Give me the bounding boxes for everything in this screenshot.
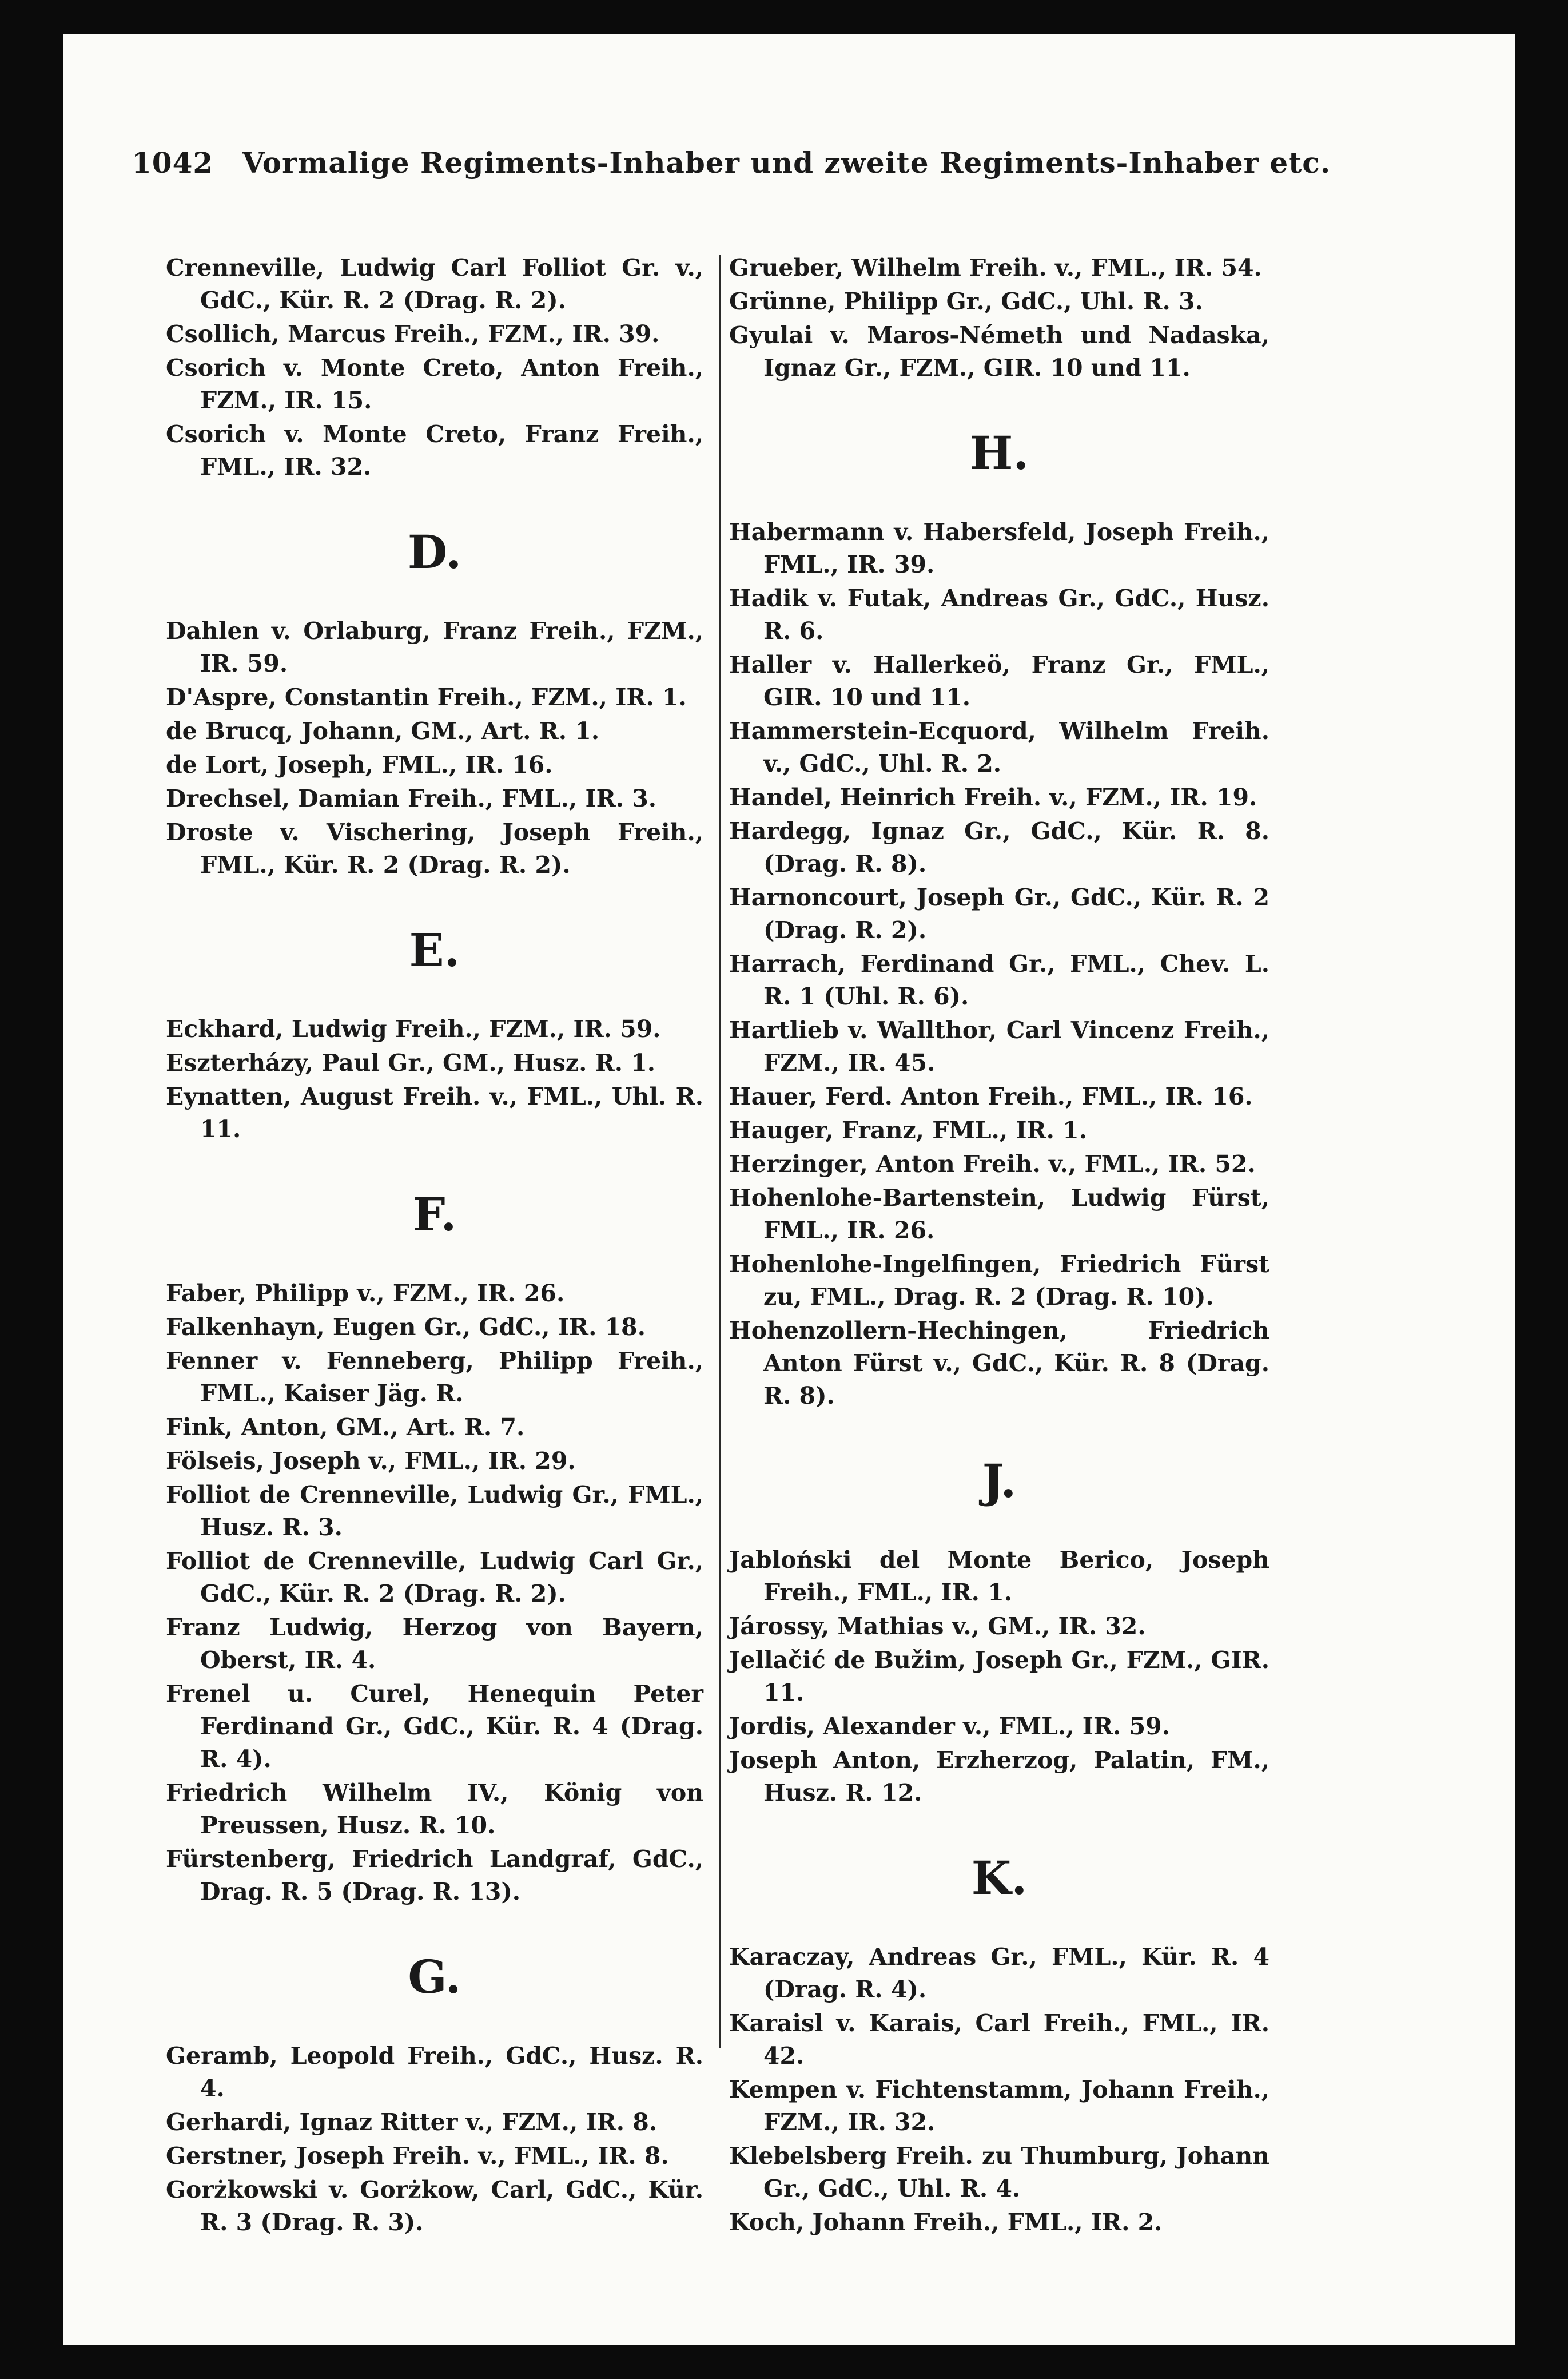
entry: Karaisl v. Karais, Carl Freih., FML., IR. 42. <box>729 2009 1269 2070</box>
entry: de Brucq, Johann, GM., Art. R. 1. <box>166 717 600 745</box>
entry: Grünne, Philipp Gr., GdC., Uhl. R. 3. <box>729 288 1203 315</box>
entry: de Lort, Joseph, FML., IR. 16. <box>166 751 553 779</box>
section-letter-f: F. <box>412 1187 457 1241</box>
entry: Habermann v. Habersfeld, Joseph Freih., FML., IR. 39. <box>729 518 1269 578</box>
entry: Handel, Heinrich Freih. v., FZM., IR. 19. <box>729 784 1257 811</box>
entry: Jabloński del Monte Berico, Joseph Freih., FML., IR. 1. <box>729 1546 1269 1606</box>
entry: Gerhardi, Ignaz Ritter v., FZM., IR. 8. <box>166 2108 658 2136</box>
section-letter-k: K. <box>971 1851 1028 1905</box>
entry: Gyulai v. Maros-Németh und Nadaska, Ignaz Gr., FZM., GIR. 10 und 11. <box>729 321 1269 382</box>
right-column <box>729 252 1269 2240</box>
entry: Crenneville, Ludwig Carl Folliot Gr. v., GdC., Kür. R. 2 (Drag. R. 2). <box>166 254 703 314</box>
entry: Falkenhayn, Eugen Gr., GdC., IR. 18. <box>166 1313 646 1341</box>
section-letter-e: E. <box>409 923 460 977</box>
entry: Karaczay, Andreas Gr., FML., Kür. R. 4 (Drag. R. 4). <box>729 1943 1269 2003</box>
entry: Droste v. Vischering, Joseph Freih., FML., Kür. R. 2 (Drag. R. 2). <box>166 819 703 879</box>
entry: Hauer, Ferd. Anton Freih., FML., IR. 16. <box>729 1083 1253 1110</box>
entry: Haller v. Hallerkeö, Franz Gr., FML., GIR. 10 und 11. <box>729 651 1269 711</box>
entry: Kempen v. Fichtenstamm, Johann Freih., FZM., IR. 32. <box>729 2076 1269 2136</box>
entry: Franz Ludwig, Herzog von Bayern, Oberst, IR. 4. <box>166 1614 703 1674</box>
entry: Geramb, Leopold Freih., GdC., Husz. R. 4. <box>166 2042 703 2102</box>
section-letter-j: J. <box>982 1454 1017 1508</box>
entry: Csorich v. Monte Creto, Anton Freih., FZM., IR. 15. <box>166 354 703 414</box>
entry: Harrach, Ferdinand Gr., FML., Chev. L. R. 1 (Uhl. R. 6). <box>729 950 1269 1010</box>
entry: Csorich v. Monte Creto, Franz Freih., FML., IR. 32. <box>166 420 703 480</box>
entry: Fölseis, Joseph v., FML., IR. 29. <box>166 1447 576 1475</box>
entry: Koch, Johann Freih., FML., IR. 2. <box>729 2209 1163 2236</box>
entry: Dahlen v. Orlaburg, Franz Freih., FZM., IR. 59. <box>166 617 703 677</box>
entry: Harnoncourt, Joseph Gr., GdC., Kür. R. 2 (Drag. R. 2). <box>729 884 1269 944</box>
entry: Drechsel, Damian Freih., FML., IR. 3. <box>166 785 657 812</box>
entry: Faber, Philipp v., FZM., IR. 26. <box>166 1280 565 1307</box>
entry: Joseph Anton, Erzherzog, Palatin, FM., Husz. R. 12. <box>729 1746 1269 1806</box>
entry: Eynatten, August Freih. v., FML., Uhl. R. 11. <box>166 1083 703 1143</box>
entry: Fenner v. Fenneberg, Philipp Freih., FML., Kaiser Jäg. R. <box>166 1347 703 1407</box>
entry: Hammerstein-Ecquord, Wilhelm Freih. v., GdC., Uhl. R. 2. <box>729 717 1269 777</box>
entry: Hadik v. Futak, Andreas Gr., GdC., Husz. R. 6. <box>729 585 1269 645</box>
entry: Eszterházy, Paul Gr., GM., Husz. R. 1. <box>166 1049 656 1077</box>
entry: Gorżkowski v. Gorżkow, Carl, GdC., Kür. R. 3 (Drag. R. 3). <box>166 2176 703 2236</box>
running-title: Vormalige Regiments-Inhaber und zweite Regiments-Inhaber etc. <box>242 146 1331 180</box>
entry: Hohenlohe-Ingelfingen, Friedrich Fürst zu, FML., Drag. R. 2 (Drag. R. 10). <box>729 1250 1269 1310</box>
entry: D'Aspre, Constantin Freih., FZM., IR. 1. <box>166 684 687 711</box>
entry: Folliot de Crenneville, Ludwig Carl Gr., GdC., Kür. R. 2 (Drag. R. 2). <box>166 1547 703 1607</box>
entry: Fürstenberg, Friedrich Landgraf, GdC., Drag. R. 5 (Drag. R. 13). <box>166 1845 703 1905</box>
page-header <box>132 146 1331 192</box>
entry: Gerstner, Joseph Freih. v., FML., IR. 8. <box>166 2142 669 2170</box>
entry: Frenel u. Curel, Henequin Peter Ferdinand Gr., GdC., Kür. R. 4 (Drag. R. 4). <box>166 1680 703 1773</box>
entry: Hauger, Franz, FML., IR. 1. <box>729 1117 1087 1144</box>
left-column <box>166 252 703 2240</box>
entry: Eckhard, Ludwig Freih., FZM., IR. 59. <box>166 1015 661 1043</box>
entry: Herzinger, Anton Freih. v., FML., IR. 52. <box>729 1150 1256 1178</box>
entry: Friedrich Wilhelm IV., König von Preussen, Husz. R. 10. <box>166 1779 703 1839</box>
section-letter-h: H. <box>969 426 1029 480</box>
entry: Járossy, Mathias v., GM., IR. 32. <box>729 1613 1146 1640</box>
section-letter-d: D. <box>407 525 462 579</box>
entry: Grueber, Wilhelm Freih. v., FML., IR. 54. <box>729 254 1262 281</box>
entry: Hohenzollern-Hechingen, Friedrich Anton Fürst v., GdC., Kür. R. 8 (Drag. R. 8). <box>729 1317 1269 1409</box>
page-number: 1042 <box>132 146 214 180</box>
entry: Jordis, Alexander v., FML., IR. 59. <box>729 1713 1170 1740</box>
entry: Fink, Anton, GM., Art. R. 7. <box>166 1413 525 1441</box>
entry: Hardegg, Ignaz Gr., GdC., Kür. R. 8. (Drag. R. 8). <box>729 817 1269 877</box>
entry: Hohenlohe-Bartenstein, Ludwig Fürst, FML., IR. 26. <box>729 1184 1269 1244</box>
column-divider <box>719 255 721 2048</box>
entry: Klebelsberg Freih. zu Thumburg, Johann Gr., GdC., Uhl. R. 4. <box>729 2142 1269 2202</box>
section-letter-g: G. <box>408 1950 461 2004</box>
entry: Hartlieb v. Wallthor, Carl Vincenz Freih., FZM., IR. 45. <box>729 1016 1269 1077</box>
entry: Csollich, Marcus Freih., FZM., IR. 39. <box>166 320 660 348</box>
entry: Folliot de Crenneville, Ludwig Gr., FML., Husz. R. 3. <box>166 1481 703 1541</box>
entry: Jellačić de Bužim, Joseph Gr., FZM., GIR. 11. <box>729 1646 1269 1706</box>
